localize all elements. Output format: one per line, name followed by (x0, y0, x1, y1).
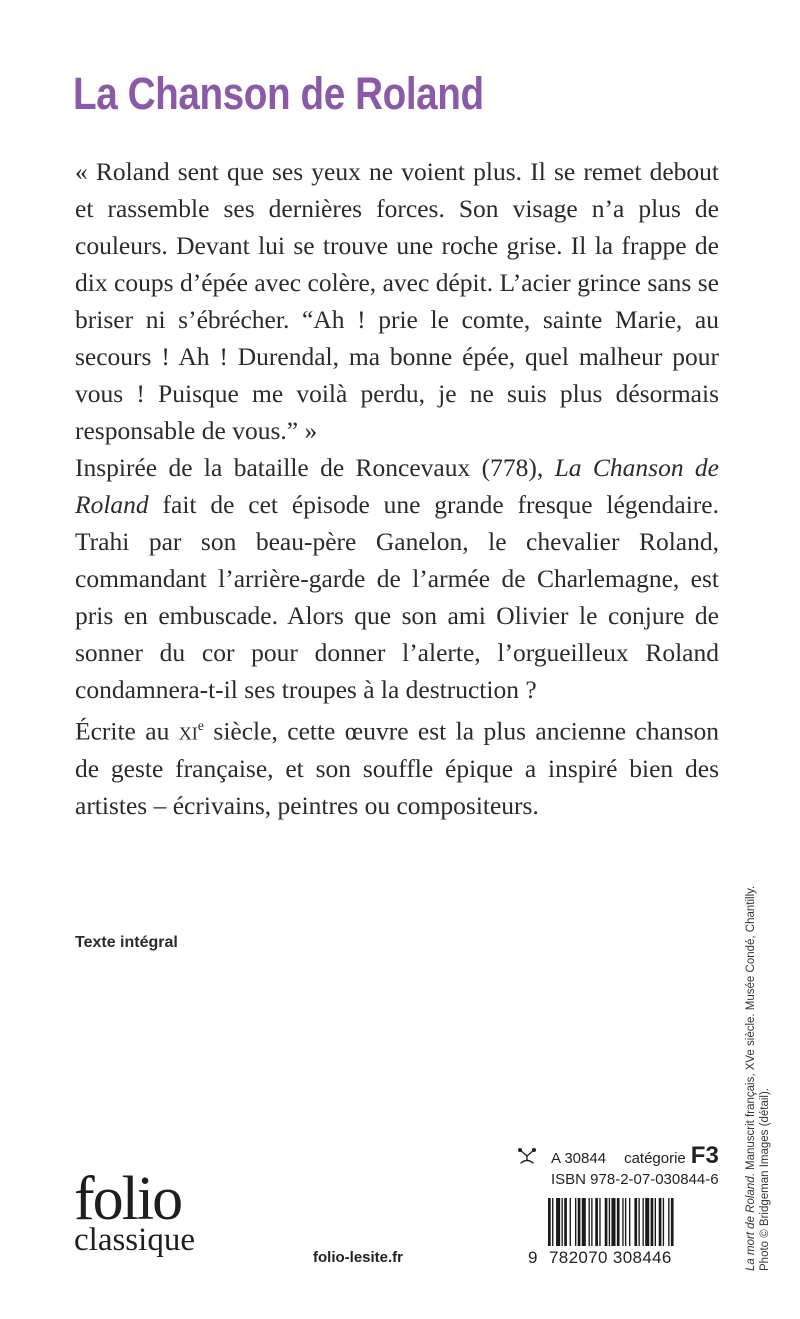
blurb-quote: « Roland sent que ses yeux ne voient plus. Il se remet debout et rassemble ses dernières forces. Son visage n’a plus de couleurs. Devant lui se trouve une roche grise. Il la frappe de dix coups d’épée avec colère, avec dépit. L’acier grince sans se briser ni s’ébrécher. “Ah ! prie le comte, sainte Marie, au secours ! Ah ! Durendal, ma bonne épée, quel malheur pour vous ! Puisque me voilà perdu, je ne suis plus désormais responsable de vous.” » (75, 157, 719, 445)
blurb-italic-title: La Chanson de Roland (75, 453, 720, 519)
blurb-history-end: siècle, cette œuvre est la plus ancienne chanson de geste française, et son souffle épique a inspiré bien des artistes – écrivains, peintres ou compositeurs. (75, 716, 719, 820)
cover-credit (744, 886, 772, 1271)
book-title: La Chanson de Roland (73, 68, 484, 119)
blurb-paragraph-history (75, 708, 719, 824)
blurb-paragraph-context (75, 449, 719, 708)
catalog-code: A 30844 (551, 1150, 607, 1167)
logo-classique: classique (74, 1222, 195, 1258)
blurb-context-end: fait de cet épisode une grande fresque légendaire. Trahi par son beau-père Ganelon, le chevalier Roland, commandant l’arrière-garde de l’armée de Charlemagne, est pris en embuscade. Alors que son ami Olivier le conjure de sonner du cor pour donner l’alerte, l’orgueilleux Roland condamnera-t-il ses troupes à la destruction ? (75, 490, 719, 704)
barcode (548, 1198, 716, 1246)
gallimard-pipe-icon (517, 1147, 537, 1165)
isbn: ISBN 978-2-07-030844-6 (551, 1171, 719, 1188)
blurb-century: xi (178, 716, 198, 746)
credit-artwork-title: La mort de Roland (745, 1176, 757, 1271)
back-cover-blurb (75, 153, 719, 824)
blurb-history-start: Écrite au (75, 716, 179, 746)
blurb-century-sup: e (197, 719, 204, 734)
logo-folio: folio (74, 1165, 182, 1233)
credit-line-1 (744, 886, 758, 1271)
edition-label: Texte intégral (75, 934, 178, 951)
credit-line-2: Photo © Bridgeman Images (détail). (759, 1088, 771, 1271)
blurb-context-start: Inspirée de la bataille de Roncevaux (778), (75, 453, 555, 482)
website-url: folio-lesite.fr (313, 1249, 404, 1266)
folio-classique-logo (74, 1165, 195, 1258)
category-code: F3 (690, 1142, 719, 1169)
credit-artwork-source: . Manuscrit français, XVe siècle. Musée Condé, Chantilly. (745, 885, 757, 1177)
barcode-lead-digit: 9 (528, 1248, 538, 1267)
catalog-code-line (517, 1142, 719, 1170)
category-label: catégorie (624, 1150, 686, 1167)
barcode-number: 782070 308446 (549, 1248, 672, 1267)
